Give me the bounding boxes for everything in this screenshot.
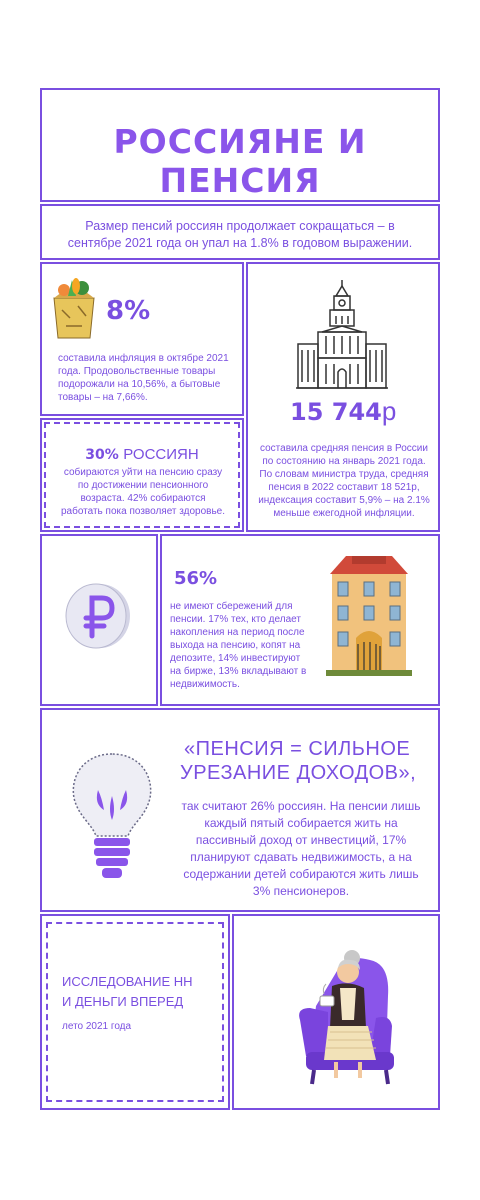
quote-panel <box>40 708 440 912</box>
house-icon <box>326 552 412 678</box>
grocery-bag-icon <box>48 276 100 340</box>
illustration-panel <box>232 914 440 1110</box>
quote-line-1: «ПЕНСИЯ = СИЛЬНОЕ <box>184 738 411 760</box>
quote-line-2: УРЕЗАНИЕ ДОХОДОВ», <box>180 762 417 784</box>
pension-text: составила средняя пенсия в России по состоянию на январь 2021 года. По словам министра труда, средняя пенсия в 2022 составит 18 521р, индексация составит 5,9% – на 2.1% меньше ежегодной инфляции. <box>258 443 430 519</box>
retirement-panel <box>40 418 244 532</box>
grandmother-armchair-icon <box>280 936 406 1088</box>
savings-icon-panel <box>40 534 158 706</box>
title-panel <box>40 88 440 202</box>
retirement-label: РОССИЯН <box>123 446 199 463</box>
lightbulb-icon <box>64 750 160 882</box>
retirement-heading <box>42 446 242 464</box>
page-title: РОССИЯНЕ И ПЕНСИЯ <box>113 122 367 200</box>
intro-panel <box>40 204 440 260</box>
retirement-value: 30% <box>85 447 119 463</box>
savings-text: не имеют сбережений для пенсии. 17% тех, кто делает накопления на период после выхода на пенсию, копят на депозите, 14% инвестируют на бирже, 13% вкладывают в недвижимость. <box>170 601 307 690</box>
retirement-text: собираются уйти на пенсию сразу по достижении пенсионного возраста. 42% собираются работать пока позволяет здоровье. <box>60 467 226 517</box>
pension-currency: р <box>381 396 397 426</box>
pension-amount: 15 744 <box>290 398 382 426</box>
quote-text: так считают 26% россиян. На пенсии лишь каждый пятый собирается жить на пассивный доход от инвестиций, 17% планируют сдавать недвижимость, а на содержании детей собираются жить лишь 3% пенсионеров. <box>181 799 421 898</box>
source-date: лето 2021 года <box>62 1021 132 1032</box>
inflation-text: составила инфляция в октябре 2021 года. Продовольственные товары подорожали на 10,56%, а бытовые товары – на 7,66%. <box>58 353 229 403</box>
pension-panel <box>246 262 440 532</box>
source-panel <box>40 914 230 1110</box>
inflation-value: 8% <box>106 296 151 326</box>
inflation-panel <box>40 262 244 416</box>
intro-text: Размер пенсий россиян продолжает сокращаться – в сентябре 2021 года он упал на 1.8% в годовом выражении. <box>67 219 413 250</box>
ruble-coin-icon <box>62 580 134 652</box>
source-dashed-frame <box>46 922 224 1102</box>
pension-value <box>290 396 396 427</box>
savings-value: 56% <box>174 568 218 589</box>
building-icon <box>296 278 388 390</box>
savings-panel <box>160 534 440 706</box>
source-title: ИССЛЕДОВАНИЕ НН И ДЕНЬГИ ВПЕРЕД <box>62 974 193 1009</box>
